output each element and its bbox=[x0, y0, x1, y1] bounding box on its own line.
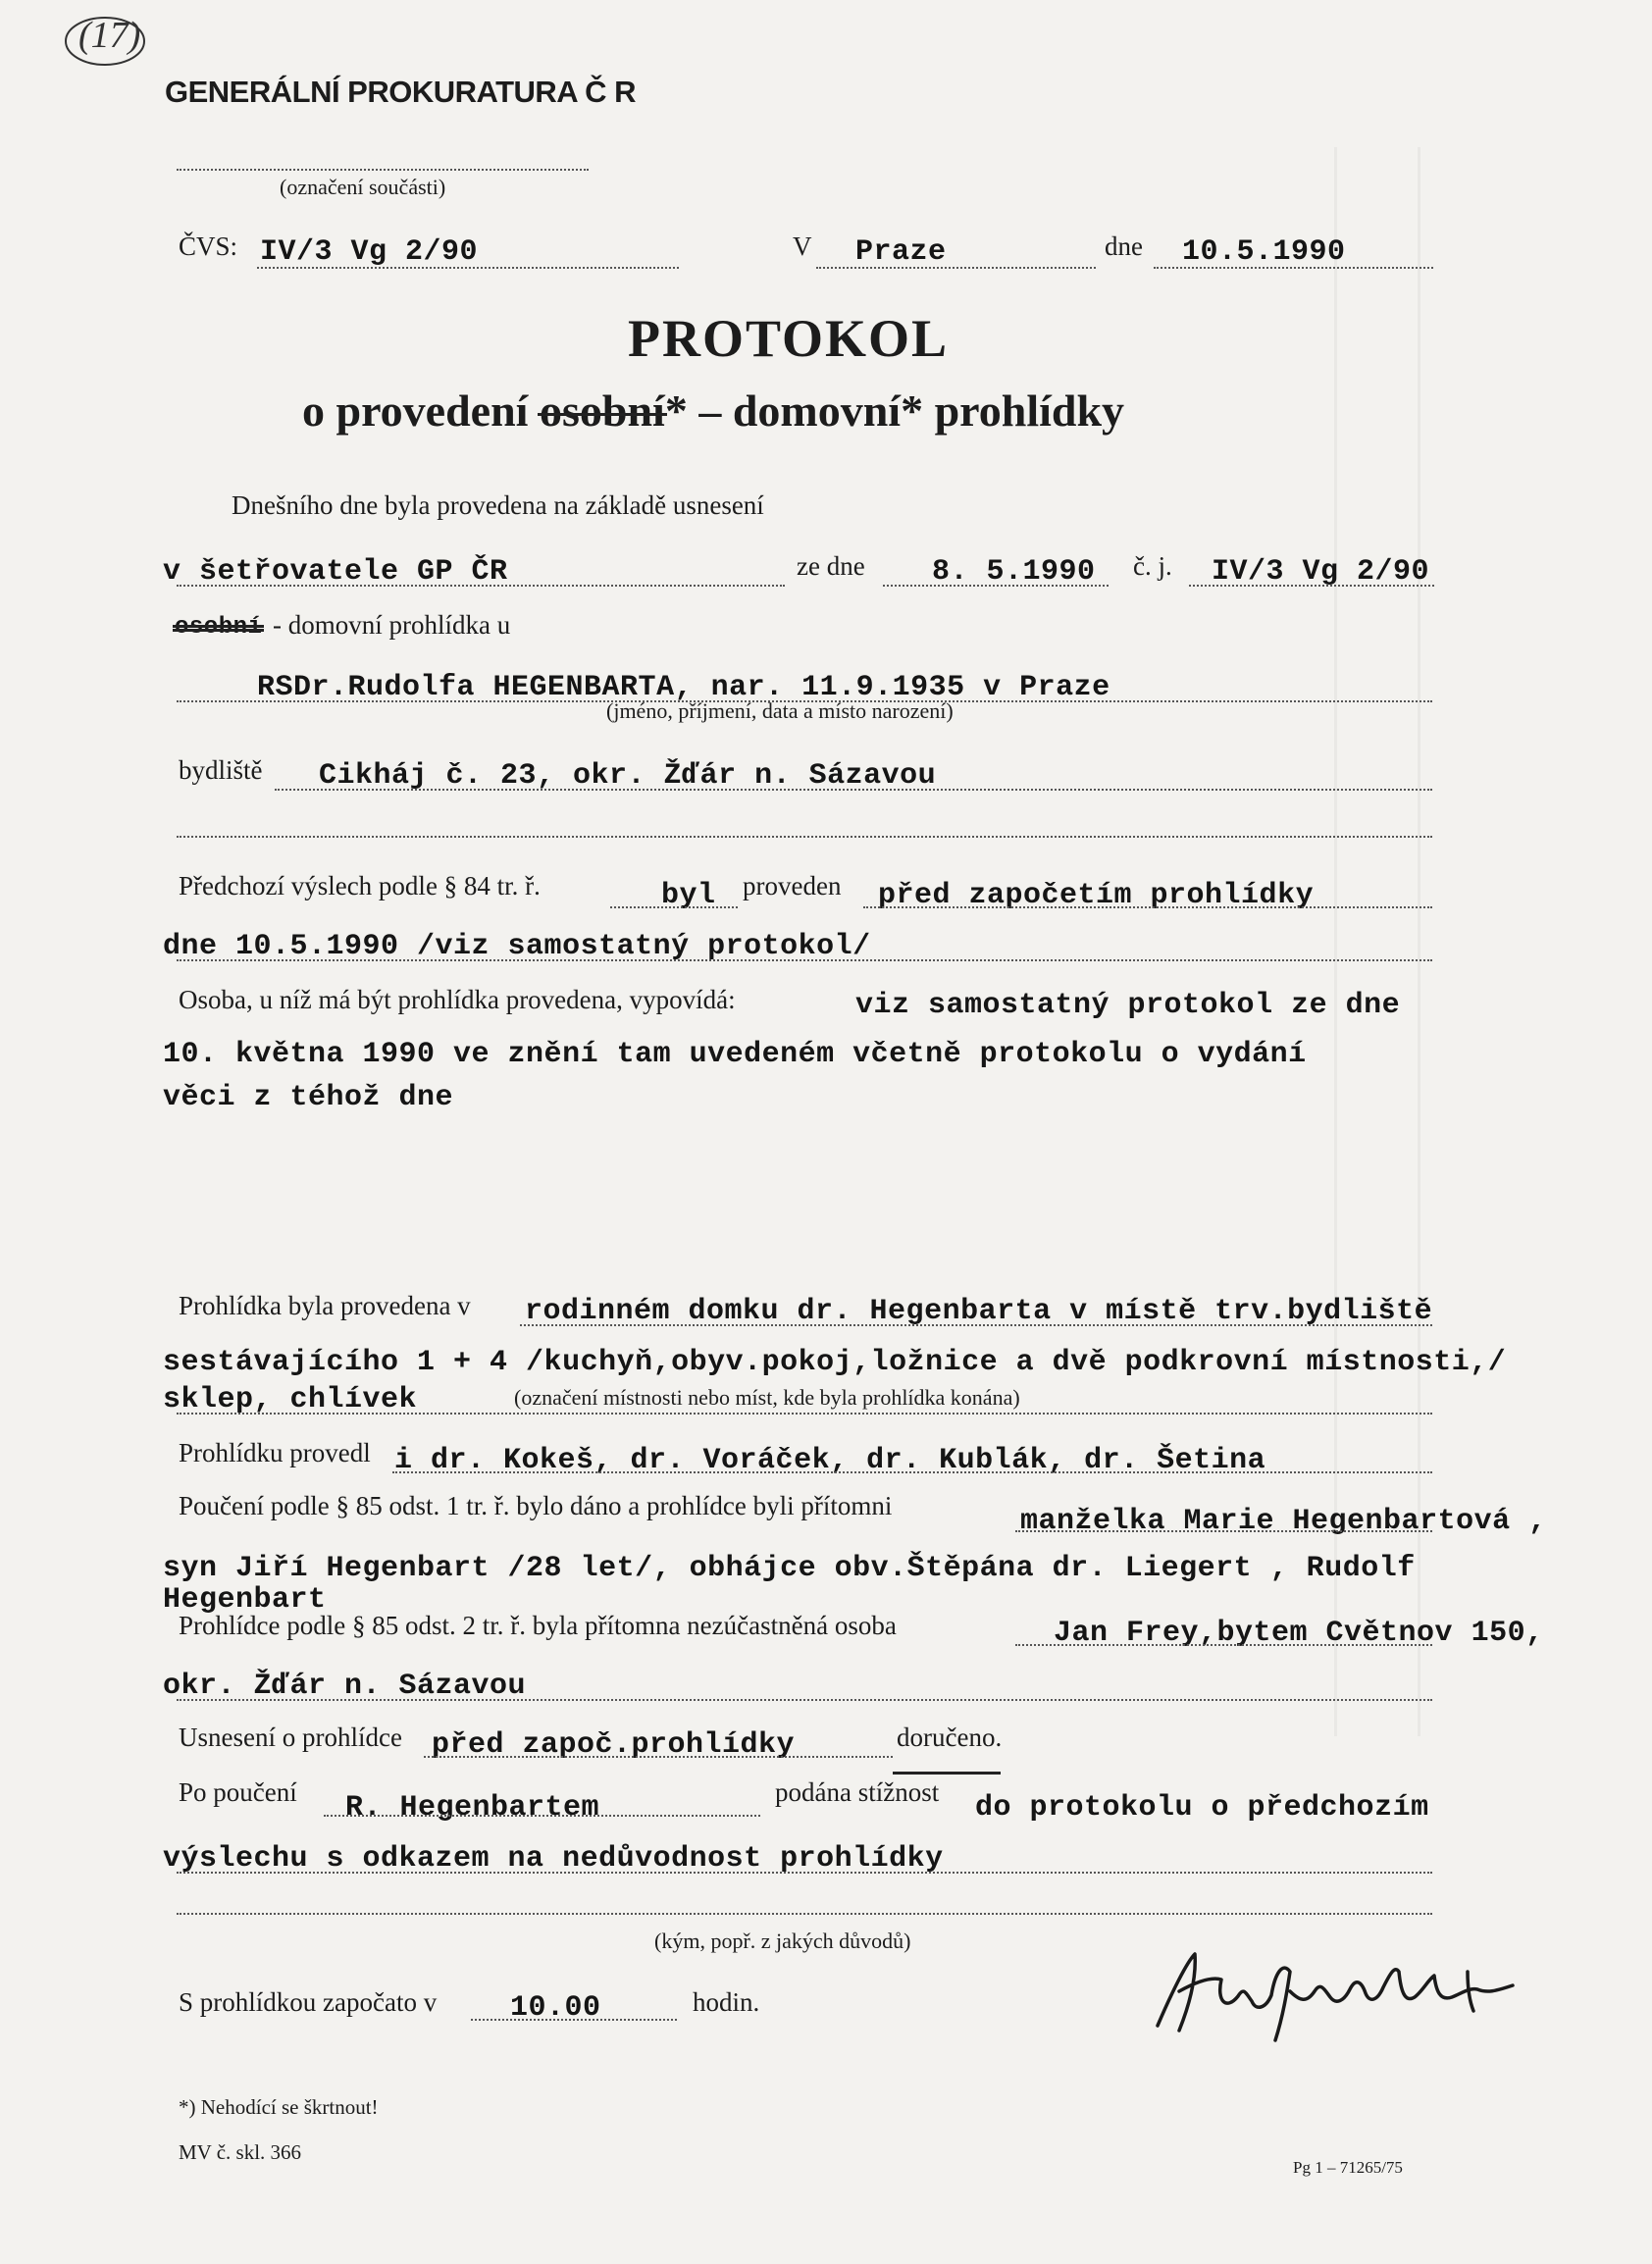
present-value3: Hegenbart bbox=[163, 1583, 327, 1617]
location-caption: (označení místnosti nebo míst, kde byla prohlídka konána) bbox=[514, 1385, 1020, 1410]
start-value: 10.00 bbox=[510, 1991, 601, 2025]
complaint-filed-label: podána stížnost bbox=[775, 1777, 940, 1807]
testimony-value: viz samostatný protokol ze dne bbox=[855, 989, 1401, 1022]
start-label: S prohlídkou započato v bbox=[179, 1987, 438, 2017]
witness-label: Prohlídce podle § 85 odst. 2 tr. ř. byla přítomna nezúčastněná osoba bbox=[179, 1611, 897, 1640]
search-type-label: - domovní prohlídka u bbox=[273, 610, 511, 640]
struck-search-type: osobní bbox=[175, 614, 263, 641]
signature bbox=[1128, 1932, 1540, 2060]
resolution-by-line bbox=[177, 585, 785, 587]
form-id: MV č. skl. 366 bbox=[179, 2140, 302, 2164]
prior-hearing-when-line bbox=[863, 906, 1432, 908]
witness-value1: Jan Frey,bytem Cvětnov 150, bbox=[1054, 1617, 1544, 1650]
location-value3: sklep, chlívek bbox=[163, 1383, 418, 1416]
performed-label: proveden bbox=[743, 871, 842, 900]
residence-label: bydliště bbox=[179, 755, 263, 785]
present-line1 bbox=[1015, 1530, 1432, 1532]
prior-hearing-line2: dne 10.5.1990 /viz samostatný protokol/ bbox=[163, 930, 871, 963]
cj-label: č. j. bbox=[1133, 551, 1172, 581]
complaint-by-line bbox=[324, 1815, 760, 1817]
delivery-value: před započ.prohlídky bbox=[432, 1728, 796, 1762]
corner-number: (17) bbox=[78, 15, 141, 56]
blank-line bbox=[177, 836, 1432, 838]
place-line bbox=[816, 267, 1096, 269]
delivery-label: Usnesení o prohlídce bbox=[179, 1723, 402, 1752]
place-label: V bbox=[793, 232, 812, 261]
cvs-label: ČVS: bbox=[179, 232, 238, 261]
complaint-label: Po poučení bbox=[179, 1777, 297, 1807]
intro-text: Dnešního dne byla provedena na základě usnesení bbox=[232, 490, 764, 520]
complaint-value2: výslechu s odkazem na nedůvodnost prohlídky bbox=[163, 1842, 944, 1876]
resolution-date-value: 8. 5.1990 bbox=[932, 555, 1096, 589]
resolution-date-label: ze dne bbox=[797, 551, 865, 581]
person-caption: (jméno, příjmení, data a místo narození) bbox=[606, 698, 954, 723]
institution-name: GENERÁLNÍ PROKURATURA Č R bbox=[165, 75, 637, 109]
performers-value: i dr. Kokeš, dr. Voráček, dr. Kublák, dr. Šetina bbox=[394, 1444, 1266, 1477]
prior-hearing-was-line bbox=[610, 906, 738, 908]
complaint-value1: do protokolu o předchozím bbox=[975, 1791, 1429, 1825]
prior-hearing-label: Předchozí výslech podle § 84 tr. ř. bbox=[179, 871, 541, 900]
component-line bbox=[177, 169, 589, 171]
location-label: Prohlídka byla provedena v bbox=[179, 1291, 471, 1320]
start-line bbox=[471, 2019, 677, 2021]
witness-line1 bbox=[1015, 1644, 1432, 1646]
delivery-line bbox=[424, 1756, 893, 1758]
testimony-line3: věci z téhož dne bbox=[163, 1081, 454, 1114]
present-value2: syn Jiří Hegenbart /28 let/, obhájce obv.Štěpána dr. Liegert , Rudolf bbox=[163, 1552, 1416, 1585]
cvs-line bbox=[257, 267, 679, 269]
complaint-caption: (kým, popř. z jakých důvodů) bbox=[654, 1929, 911, 1953]
prior-hearing-was: byl bbox=[661, 879, 716, 912]
struck-word: osobní bbox=[539, 386, 665, 436]
resolution-date-line bbox=[883, 585, 1109, 587]
person-value: RSDr.Rudolfa HEGENBARTA, nar. 11.9.1935 v Praze bbox=[257, 671, 1110, 704]
prior-hearing-line2-dots bbox=[177, 959, 1432, 961]
complaint-line2 bbox=[177, 1872, 1432, 1874]
testimony-label: Osoba, u níž má být prohlídka provedena, vypovídá: bbox=[179, 985, 736, 1014]
present-label: Poučení podle § 85 odst. 1 tr. ř. bylo dáno a prohlídce byli přítomni bbox=[179, 1491, 893, 1520]
complaint-by-value: R. Hegenbartem bbox=[345, 1791, 600, 1825]
location-line1 bbox=[520, 1324, 1432, 1326]
print-code: Pg 1 – 71265/75 bbox=[1293, 2158, 1403, 2177]
testimony-line2: 10. května 1990 ve znění tam uvedeném včetně protokolu o vydání bbox=[163, 1038, 1307, 1071]
residence-line bbox=[275, 789, 1432, 791]
place-value: Praze bbox=[855, 235, 947, 269]
date-value: 10.5.1990 bbox=[1182, 235, 1346, 269]
bleed-through-line bbox=[1418, 147, 1420, 1736]
cvs-value: IV/3 Vg 2/90 bbox=[260, 235, 479, 269]
performers-line bbox=[392, 1471, 1432, 1473]
complaint-line3 bbox=[177, 1913, 1432, 1915]
location-value2: sestávajícího 1 + 4 /kuchyň,obyv.pokoj,ložnice a dvě podkrovní místnosti,/ bbox=[163, 1346, 1507, 1379]
date-line bbox=[1154, 267, 1433, 269]
footer-note: *) Nehodící se škrtnout! bbox=[179, 2095, 379, 2119]
delivery-suffix: doručeno. bbox=[897, 1723, 1003, 1752]
document-title: PROTOKOL bbox=[628, 309, 950, 368]
date-label: dne bbox=[1105, 232, 1143, 261]
component-caption: (označení součásti) bbox=[280, 175, 446, 199]
residence-value: Cikháj č. 23, okr. Žďár n. Sázavou bbox=[319, 759, 937, 793]
prior-hearing-when: před započetím prohlídky bbox=[878, 879, 1315, 912]
complaint-strike-mark bbox=[893, 1772, 1001, 1775]
start-unit: hodin. bbox=[693, 1987, 760, 2017]
resolution-by-value: v šetřovatele GP ČR bbox=[163, 555, 508, 589]
cj-line bbox=[1189, 585, 1434, 587]
present-value1: manželka Marie Hegenbartová , bbox=[1020, 1505, 1547, 1538]
document-subtitle: o provedení osobní* – domovní* prohlídky bbox=[302, 386, 1125, 436]
performers-label: Prohlídku provedl bbox=[179, 1438, 371, 1467]
location-value1: rodinném domku dr. Hegenbarta v místě trv.bydliště bbox=[525, 1295, 1433, 1328]
bleed-through-line bbox=[1334, 147, 1337, 1736]
witness-value2: okr. Žďár n. Sázavou bbox=[163, 1670, 527, 1703]
location-line3 bbox=[177, 1413, 1432, 1415]
witness-line2 bbox=[177, 1699, 1432, 1701]
cj-value: IV/3 Vg 2/90 bbox=[1212, 555, 1430, 589]
